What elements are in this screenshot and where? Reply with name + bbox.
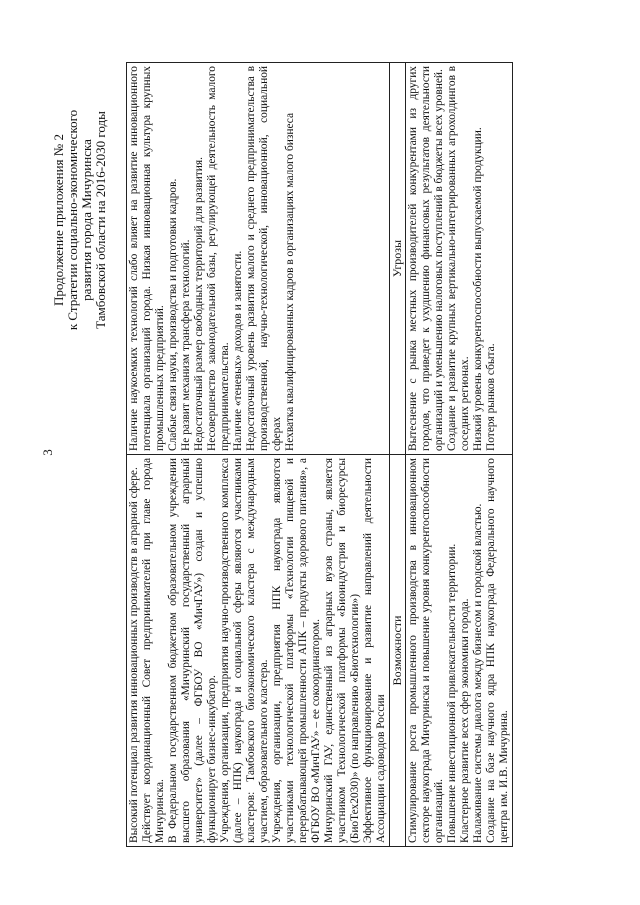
list-item: Несовершенство законодательной базы, регулирующей деятельность малого предпринимательства. bbox=[206, 66, 231, 451]
table-row bbox=[390, 63, 406, 847]
list-item: Не развит механизм трансфера технологий. bbox=[180, 239, 192, 451]
opportunities-cell bbox=[406, 455, 513, 847]
opportunities-header: Возможности bbox=[390, 455, 406, 847]
list-item: Высокий потенциал развития инновационных производств в аграрной сфере. bbox=[128, 467, 140, 843]
list-item: Потеря рынков сбыта. bbox=[485, 343, 497, 451]
list-item: Действует координационный Совет предпринимателей при главе города Мичуринска. bbox=[141, 458, 166, 843]
list-item: В Федеральном государственном бюджетном образовательном учреждении высшего образования «Мичуринский государственный аграрный университет» (далее – ФГБОУ ВО «МичГАУ») создан и успешно функционирует бизнес-инкубатор. bbox=[167, 458, 218, 843]
list-item: Наличие «теневых» доходов и занятости. bbox=[232, 250, 244, 451]
list-item: Низкий уровень конкурентоспособности выпускаемой продукции. bbox=[472, 127, 484, 451]
list-item: Нехватка квалифицированных кадров в организациях малого бизнеса bbox=[284, 112, 296, 451]
list-item: Слабые связи науки, производства и подготовки кадров. bbox=[167, 178, 179, 451]
list-item: Эффективное функционирование и развитие направлений деятельности Ассоциации садоводов России bbox=[362, 458, 387, 843]
swot-table bbox=[126, 62, 513, 847]
strengths-cell bbox=[127, 455, 390, 847]
threats-cell bbox=[406, 63, 513, 455]
list-item: Недостаточный размер свободных территорий для развития. bbox=[193, 157, 205, 451]
list-item: Повышение инвестиционной привлекательности территории. bbox=[446, 543, 458, 843]
list-item: Мичуринский ГАУ, единственный из аграрных вузов страны, является участником Технологической платформы «Биоиндустрия и биоресурсы (БиоТех2030)» (по направлению «Биотехнологии») bbox=[323, 458, 361, 843]
caption-line: к Стратегии социально-экономического bbox=[65, 109, 80, 331]
weaknesses-cell bbox=[127, 63, 390, 455]
caption-line: Тамбовской области на 2016-2030 годы bbox=[93, 111, 108, 329]
page-number: 3 bbox=[40, 449, 55, 456]
list-item: Стимулирование роста промышленного производства в инновационном секторе наукограда Мичуринска и повышение уровня конкурентоспособности организаций. bbox=[407, 458, 445, 843]
list-item: Налаживание системы диалога между бизнесом и городской властью. bbox=[472, 503, 484, 843]
list-item: Создание и развитие крупных вертикально-интегрированных агрохолдингов в соседних регионах. bbox=[446, 66, 471, 451]
caption-line: Продолжение приложения № 2 bbox=[51, 134, 66, 306]
list-item: Наличие наукоемких технологий слабо влияет на развитие инновационного потенциала организаций города. Низкая инновационная культура крупных промышленных предприятий. bbox=[128, 66, 166, 451]
list-item: Учреждения, организации, предприятия научно-производственного комплекса (далее – НПК) наукограда и социальной сферы являются участниками кластеров: Тамбовского биоэкономического кластера с международным участием, образовательного кластера. bbox=[219, 458, 270, 843]
list-item: Кластерное развитие всех сфер экономики города. bbox=[459, 598, 471, 843]
table-row bbox=[127, 63, 390, 847]
list-item: Учреждения, организации, предприятия НПК наукограда являются участниками технологической платформы «Технологии пищевой и перерабатывающей промышленности АПК – продукты здорового питания», а ФГБОУ ВО «МичГАУ» – ее сокоординатором. bbox=[271, 458, 322, 843]
list-item: Недостаточный уровень развития малого и среднего предпринимательства в производственной, научно-технологической, инновационной, социальной сферах bbox=[245, 66, 283, 451]
threats-header: Угрозы bbox=[390, 63, 406, 455]
list-item: Создание на базе научного ядра НПК наукограда Федерального научного центра им. И.В. Мичурина. bbox=[485, 458, 510, 843]
table-row bbox=[406, 63, 513, 847]
list-item: Вытеснение с рынка местных производителей конкурентами из других городов, что приведет к ухудшению финансовых результатов деятельности организаций и уменьшению налоговых поступлений в бюджеты всех уровней. bbox=[407, 66, 445, 451]
appendix-caption bbox=[52, 70, 108, 370]
caption-line: развития города Мичуринска bbox=[79, 139, 94, 301]
